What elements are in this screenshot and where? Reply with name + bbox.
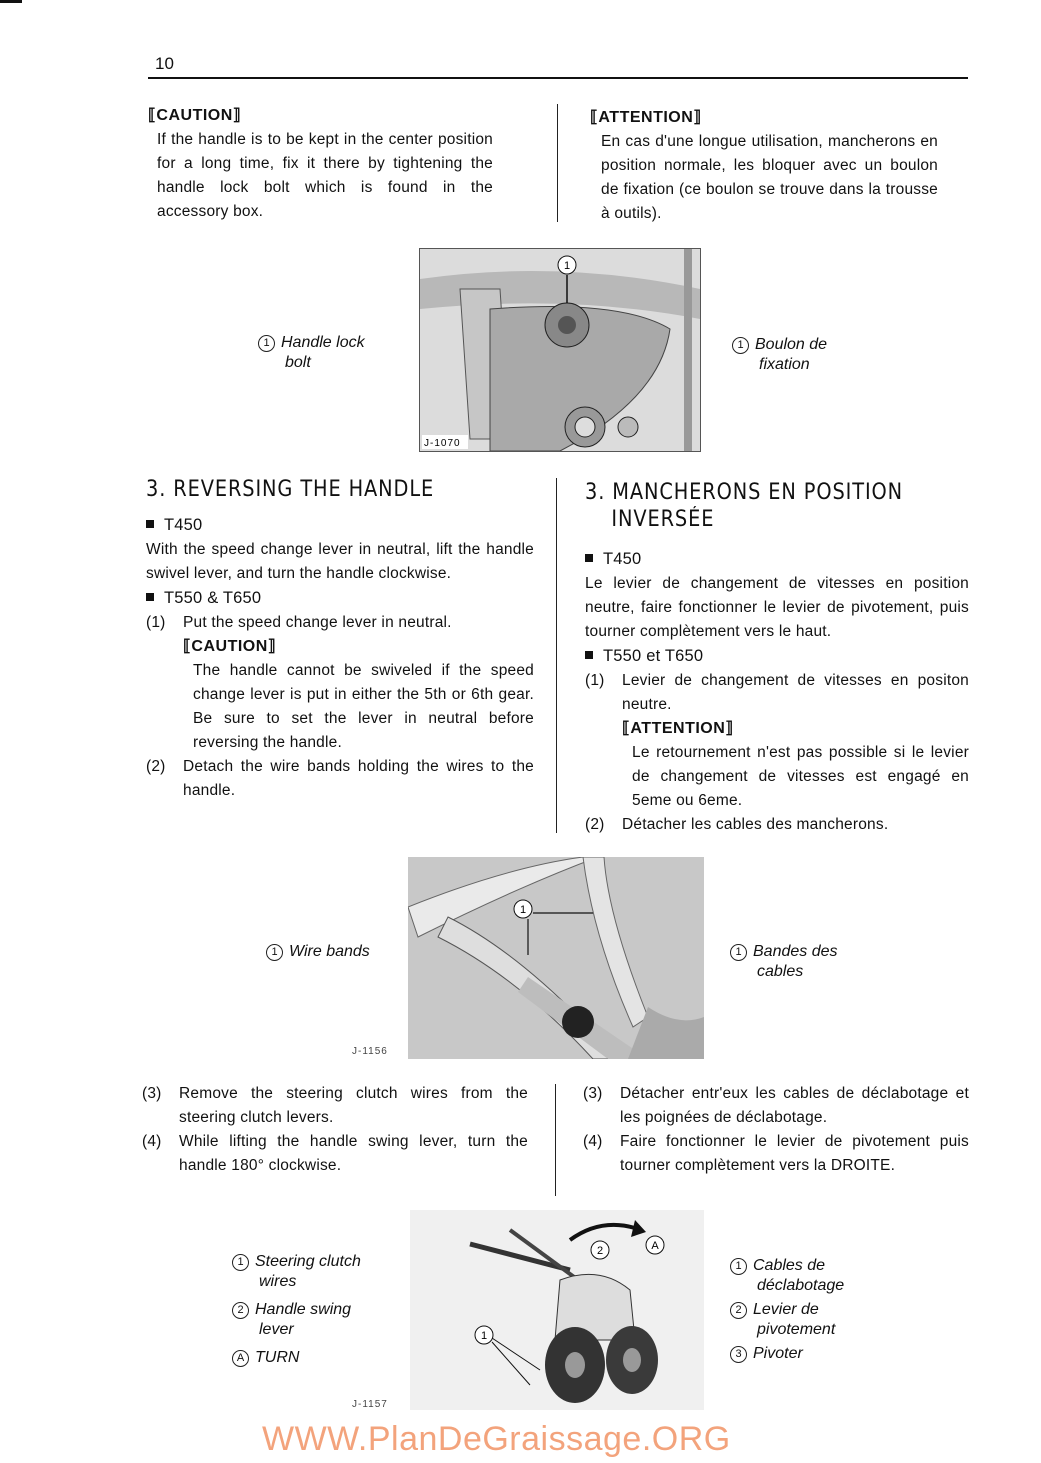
step-text: Levier de changement de vitesses en positon neutre.	[622, 672, 969, 713]
bullet-square-icon	[585, 651, 593, 659]
caution-text: The handle cannot be swiveled if the speed change lever is put in either the 5th or 6th gear. Be sure to set the lever in neutral before reversing the handle.	[193, 662, 534, 751]
figure3-photo	[410, 1210, 704, 1410]
handle-lock-bolt-illustration	[420, 249, 700, 451]
caption-item	[232, 1300, 402, 1320]
caution-text: Le retournement n'est pas possible si le levier de changement de vitesses est engagé en 5eme ou 6eme.	[632, 744, 969, 809]
caption-text: Cables de	[753, 1257, 826, 1274]
caption-text: cables	[757, 963, 804, 980]
caution-en-tag: ⟦CAUTION⟧	[148, 107, 242, 124]
figure-callout: A	[651, 1240, 659, 1252]
caption-text: Wire bands	[289, 943, 370, 960]
column-divider	[556, 478, 557, 833]
caption-text: lever	[259, 1321, 294, 1338]
model-label: T450	[164, 516, 203, 534]
model-label: T550 & T650	[164, 589, 262, 607]
figure-callout: 2	[596, 1245, 604, 1257]
step-text: Detach the wire bands holding the wires to the handle.	[183, 758, 534, 799]
caption-text: bolt	[285, 354, 311, 371]
bullet-square-icon	[146, 520, 154, 528]
step-text: Put the speed change lever in neutral.	[183, 614, 452, 631]
caption-item	[730, 1344, 900, 1364]
figure1-caption-en	[258, 333, 398, 373]
tiller-turn-illustration	[410, 1210, 704, 1410]
figure2-photo	[408, 857, 704, 1059]
figure-ref: J-1070	[424, 438, 461, 449]
step-text: Détacher les cables des mancherons.	[622, 816, 889, 833]
caution-tag: ⟦ATTENTION⟧	[622, 720, 734, 737]
callout-number: A	[232, 1350, 249, 1367]
caption-item	[730, 1256, 900, 1276]
figure-callout: 1	[480, 1330, 488, 1342]
wire-bands-illustration	[408, 857, 704, 1059]
caution-fr-text: En cas d'une longue utilisation, mancherons en position normale, les bloquer avec un boulon de fixation (ce boulon se trouve dans la trousse à outils).	[601, 133, 938, 222]
model-label: T550 et T650	[603, 647, 704, 665]
figure3-caption-en	[232, 1252, 402, 1368]
figure-callout: 1	[519, 904, 527, 916]
callout-number: 2	[730, 1302, 747, 1319]
caption-item	[730, 1300, 900, 1320]
caption-text: Levier de	[753, 1301, 819, 1318]
model-label: T450	[603, 550, 642, 568]
caption-item	[232, 1348, 402, 1368]
step-number: (4)	[142, 1133, 162, 1150]
section-title-fr-line1: 3. MANCHERONS EN POSITION	[585, 480, 904, 505]
caution-en-text: If the handle is to be kept in the center position for a long time, fix it there by tightening the handle lock bolt which is found in the accessory box.	[157, 131, 493, 220]
caption-text: Pivoter	[753, 1345, 803, 1362]
caption-text: wires	[259, 1273, 297, 1290]
step-text: While lifting the handle swing lever, turn the handle 180° clockwise.	[179, 1133, 528, 1174]
caption-text: Bandes des	[753, 943, 838, 960]
callout-number: 1	[730, 944, 747, 961]
caution-en	[148, 104, 493, 224]
caption-text: Steering clutch	[255, 1253, 361, 1270]
step-text: Faire fonctionner le levier de pivotement puis tourner complètement vers la DROITE.	[620, 1133, 969, 1174]
step-number: (4)	[583, 1133, 603, 1150]
figure2-ref: J-1156	[352, 1046, 388, 1057]
callout-number: 1	[732, 337, 749, 354]
scan-edge-mark	[0, 0, 22, 3]
watermark: WWW.PlanDeGraissage.ORG	[262, 1420, 731, 1458]
step-number: (3)	[142, 1085, 162, 1102]
callout-number: 1	[730, 1258, 747, 1275]
callout-number: 2	[232, 1302, 249, 1319]
section-title-en: 3. REVERSING THE HANDLE	[146, 477, 435, 502]
section-en	[146, 476, 534, 803]
step-number: (2)	[146, 758, 166, 775]
step-text: Remove the steering clutch wires from the steering clutch levers.	[179, 1085, 528, 1126]
caption-text: Handle lock	[281, 334, 365, 351]
step-number: (1)	[585, 672, 605, 689]
step-number: (3)	[583, 1085, 603, 1102]
bullet-square-icon	[146, 593, 154, 601]
section-title-fr-line2: INVERSÉE	[611, 507, 715, 532]
bullet-square-icon	[585, 554, 593, 562]
page-number: 10	[155, 54, 174, 73]
figure3-ref: J-1157	[352, 1399, 388, 1410]
caption-text: déclabotage	[757, 1277, 845, 1294]
caption-text: TURN	[255, 1349, 300, 1366]
section-fr	[585, 479, 969, 837]
figure2-caption-en	[266, 942, 406, 962]
callout-number: 1	[258, 335, 275, 352]
steps-fr	[583, 1082, 969, 1178]
figure1-caption-fr	[732, 335, 872, 375]
model1-text-fr: Le levier de changement de vitesses en position neutre, faire fonctionner le levier de pivotement, puis tourner complètement vers le haut.	[585, 575, 969, 640]
steps-en	[142, 1082, 528, 1178]
caution-fr	[590, 106, 938, 226]
step-text: Détacher entr'eux les cables de déclabotage et les poignées de déclabotage.	[620, 1085, 969, 1126]
caption-text: Boulon de	[755, 336, 828, 353]
column-divider	[555, 1084, 556, 1196]
caption-text: fixation	[759, 356, 810, 373]
header-rule	[148, 77, 968, 79]
callout-number: 3	[730, 1346, 747, 1363]
caution-fr-tag: ⟦ATTENTION⟧	[590, 109, 702, 126]
callout-number: 1	[232, 1254, 249, 1271]
model1-text-en: With the speed change lever in neutral, lift the handle swivel lever, and turn the handle clockwise.	[146, 541, 534, 582]
step-number: (1)	[146, 614, 166, 631]
figure2-caption-fr	[730, 942, 870, 982]
caption-item	[232, 1252, 402, 1272]
figure-callout: 1	[563, 260, 571, 272]
caution-tag: ⟦CAUTION⟧	[183, 638, 277, 655]
column-divider	[557, 104, 558, 222]
caption-text: Handle swing	[255, 1301, 352, 1318]
callout-number: 1	[266, 944, 283, 961]
step-number: (2)	[585, 816, 605, 833]
caption-text: pivotement	[757, 1321, 836, 1338]
figure3-caption-fr	[730, 1256, 900, 1364]
figure1-photo	[419, 248, 701, 452]
